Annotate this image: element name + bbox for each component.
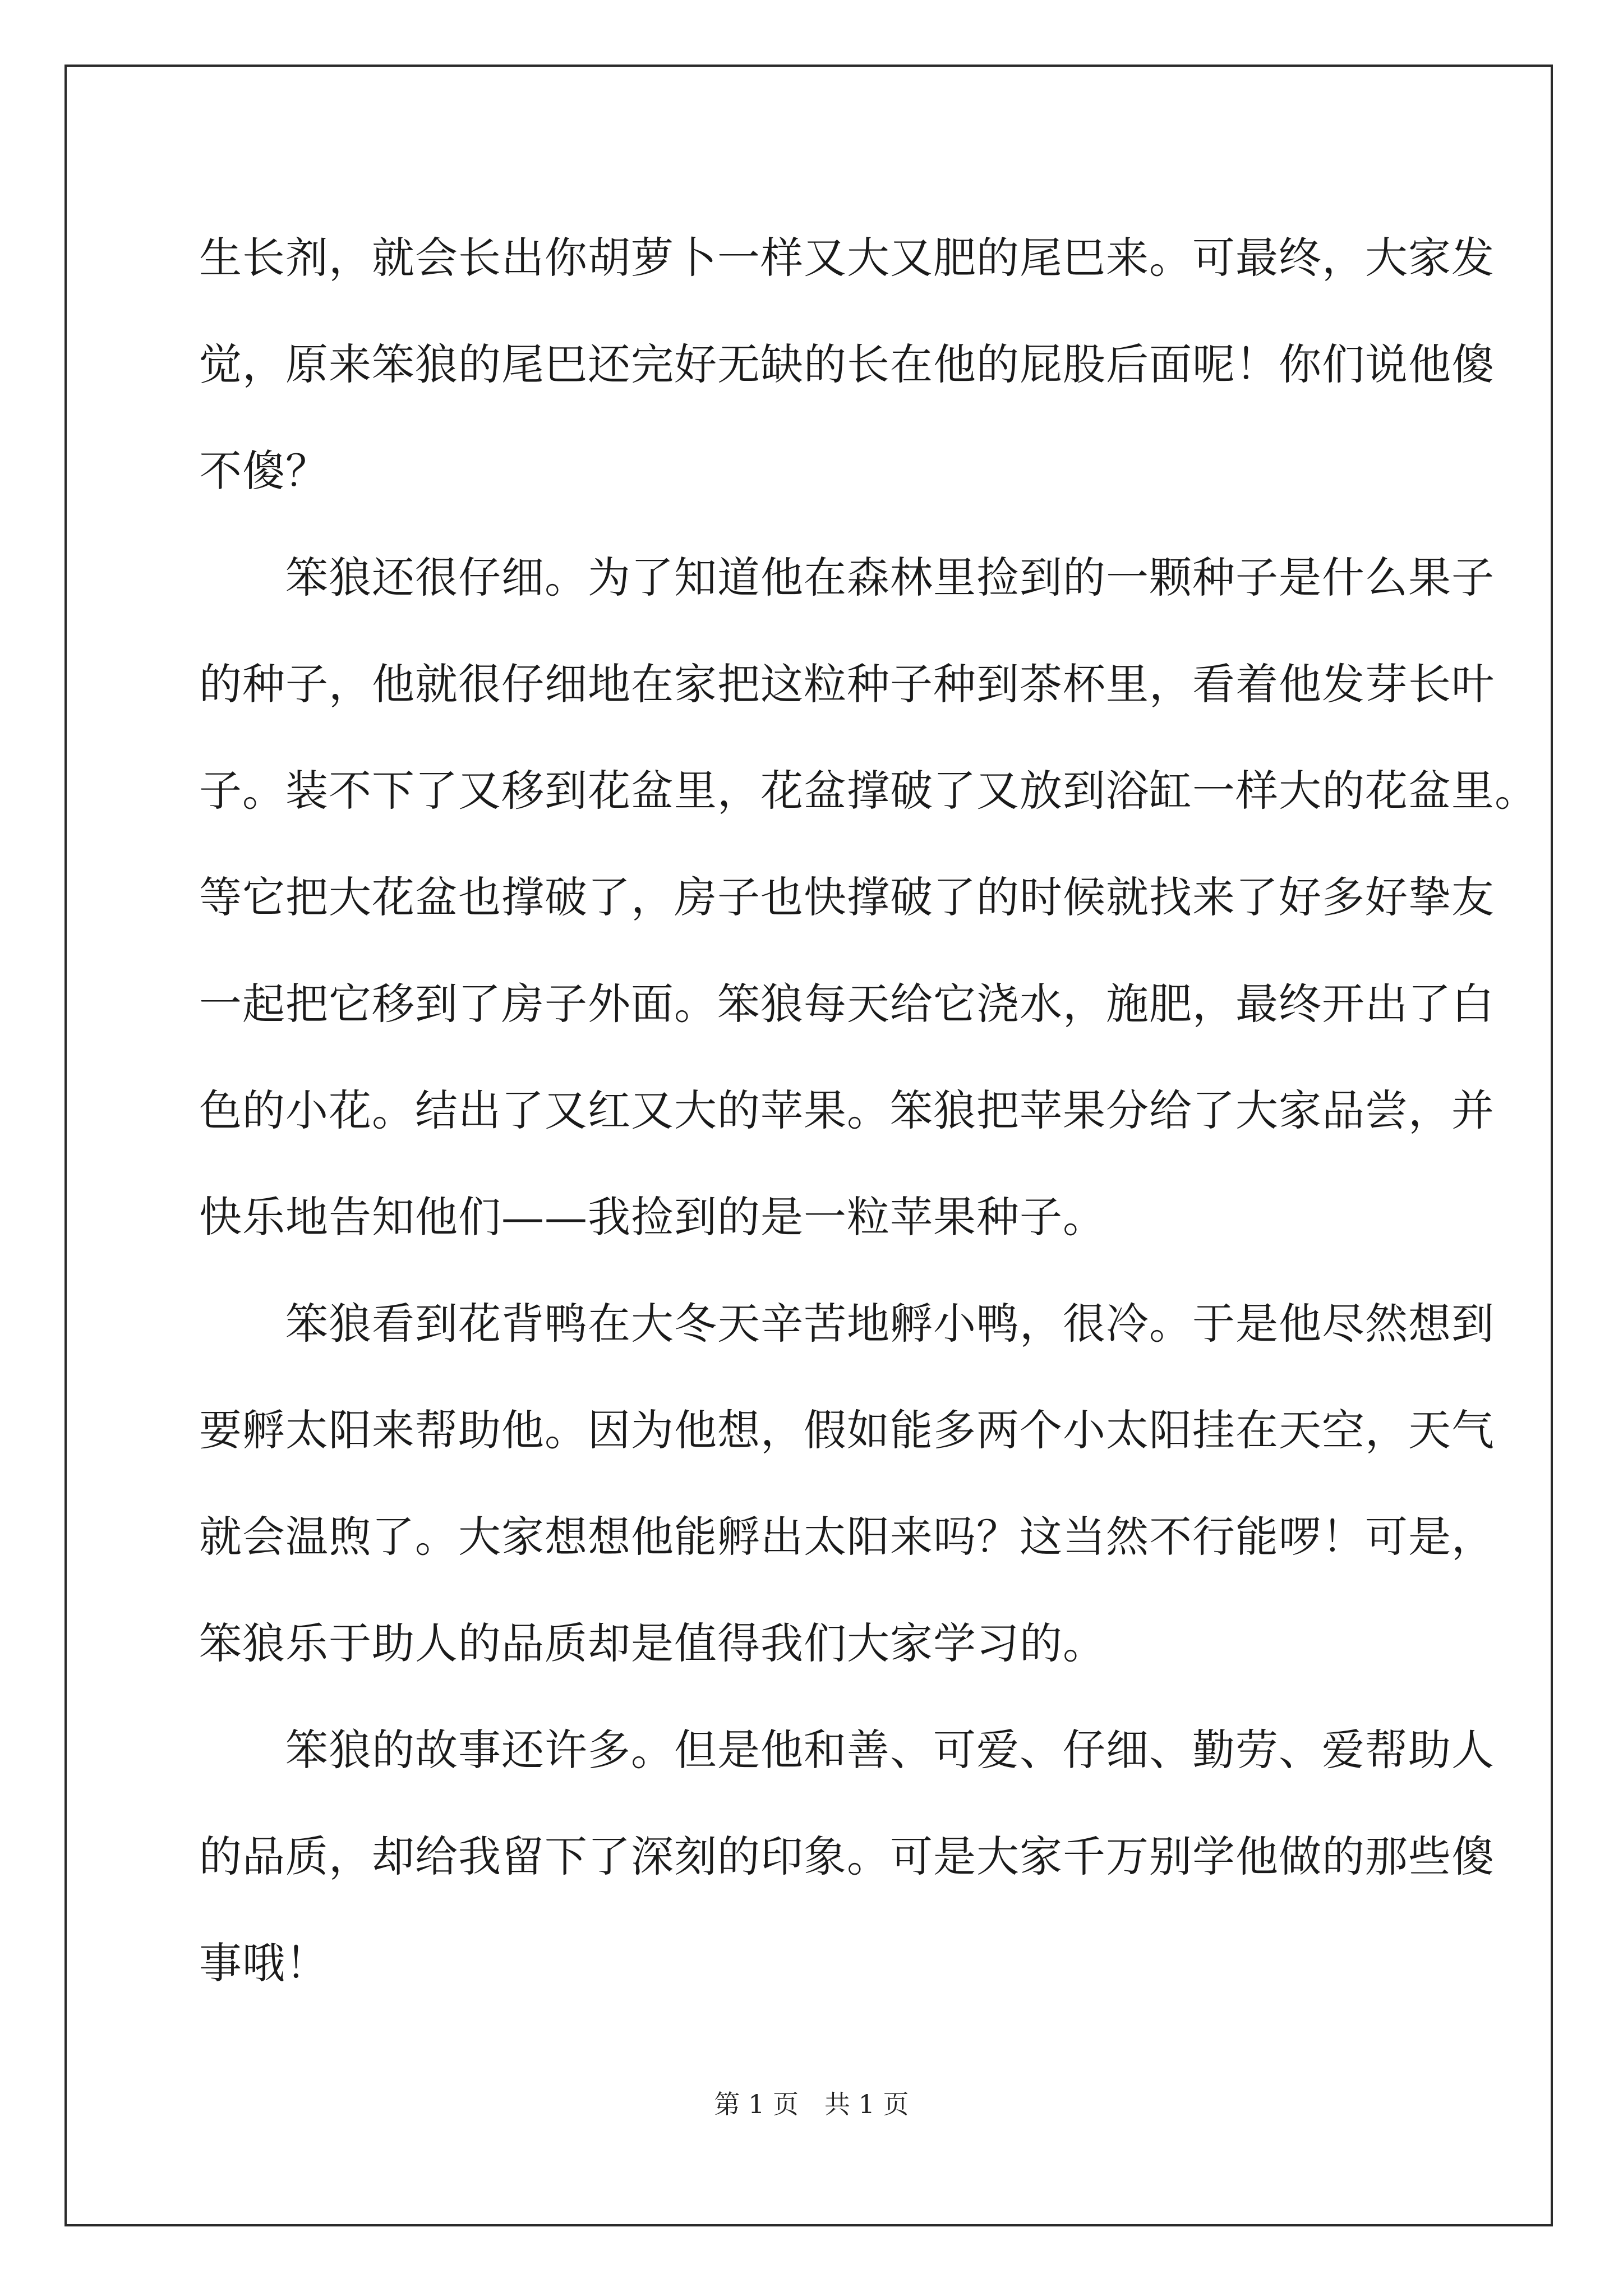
- text-line: 笨狼的故事还许多。但是他和善、可爱、仔细、勤劳、爱帮助人: [199, 1725, 1495, 1775]
- text-line: 觉，原来笨狼的尾巴还完好无缺的长在他的屁股后面呢！你们说他傻: [199, 339, 1495, 389]
- text-line: 笨狼乐于助人的品质却是值得我们大家学习的。: [199, 1618, 1106, 1668]
- text-line: 快乐地告知他们——我捡到的是一粒苹果种子。: [199, 1192, 1106, 1242]
- text-line: 不傻？: [199, 446, 329, 496]
- document-body: [199, 205, 1538, 2017]
- text-line: 色的小花。结出了又红又大的苹果。笨狼把苹果分给了大家品尝，并: [199, 1085, 1495, 1135]
- page-number-footer: 第 1 页 共 1 页: [714, 2089, 909, 2119]
- text-line: 笨狼还很仔细。为了知道他在森林里捡到的一颗种子是什么果子: [199, 553, 1495, 602]
- text-line: 笨狼看到花背鸭在大冬天辛苦地孵小鸭，很冷。于是他尽然想到: [199, 1299, 1495, 1349]
- text-line: 的种子，他就很仔细地在家把这粒种子种到茶杯里，看着他发芽长叶: [199, 659, 1495, 709]
- text-line: 一起把它移到了房子外面。笨狼每天给它浇水，施肥，最终开出了白: [199, 979, 1495, 1029]
- text-line: 要孵太阳来帮助他。因为他想，假如能多两个小太阳挂在天空，天气: [199, 1405, 1495, 1455]
- text-line: 子。装不下了又移到花盆里，花盆撑破了又放到浴缸一样大的花盆里。: [199, 766, 1538, 816]
- text-line: 生长剂，就会长出你胡萝卜一样又大又肥的尾巴来。可最终，大家发: [199, 233, 1495, 283]
- text-line: 事哦！: [199, 1938, 329, 1988]
- text-line: 就会温煦了。大家想想他能孵出太阳来吗？这当然不行能啰！可是，: [199, 1512, 1495, 1562]
- text-line: 的品质，却给我留下了深刻的印象。可是大家千万别学他做的那些傻: [199, 1832, 1495, 1881]
- text-line: 等它把大花盆也撑破了，房子也快撑破了的时候就找来了好多好挚友: [199, 872, 1495, 922]
